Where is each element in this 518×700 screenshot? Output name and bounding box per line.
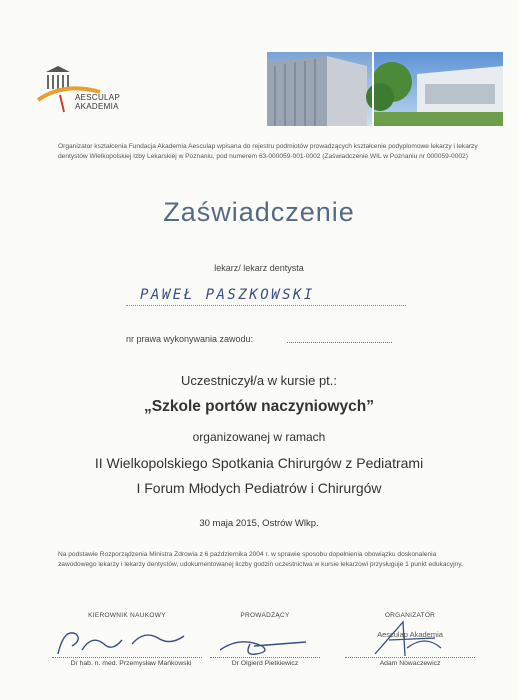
organized-label: organizowanej w ramach <box>192 430 326 444</box>
signature-line <box>52 657 202 658</box>
event-line-1: II Wielkopolskiego Spotkania Chirurgów z Pediatrami <box>94 455 424 471</box>
signature-block-organizer <box>345 612 475 667</box>
signature-role: KIEROWNIK NAUKOWY <box>88 612 166 619</box>
signature-name: Adam Nowaczewicz <box>379 660 441 667</box>
logo-sub: AKADEMIA <box>75 102 119 111</box>
signature-name: Dr hab. n. med. Przemysław Mańkowski <box>70 660 192 667</box>
signature-block-lecturer <box>210 612 320 667</box>
date-place: 30 maja 2015, Ostrów Wlkp. <box>199 518 319 529</box>
license-label: nr prawa wykonywania zawodu: <box>126 334 254 344</box>
organizer-note: Organizator kształcenia Fundacja Akademia Aesculap wpisana do rejestru podmiotów prowadzących kształcenie podyplomowe lekarzy i lekarzy dentystów Wielkopolskiej Izby Lekarskiej w Poznaniu, pod numerem 63-000059-001-0002 (Zaświadczenie WIL w Poznaniu nr 000059-0002) <box>58 143 478 160</box>
logo-name: AESCULAP <box>75 93 121 102</box>
course-title: „Szkole portów naczyniowych” <box>144 398 374 415</box>
participant-name: PAWEŁ PASZKOWSKI <box>140 287 315 303</box>
signature-block-scientific <box>52 612 202 667</box>
signature-scribble <box>52 624 202 658</box>
signature-scribble <box>210 624 320 658</box>
license-dots <box>287 342 392 343</box>
event-line-2: I Forum Młodych Pediatrów i Chirurgów <box>136 480 382 496</box>
signature-scribble <box>345 618 475 658</box>
signature-role: ORGANIZATOR <box>384 612 436 619</box>
organizer-stamp: Aesculap Akademia <box>377 630 443 639</box>
profession-label: lekarz/ lekarz dentysta <box>214 263 304 273</box>
signature-line <box>345 657 475 658</box>
building-photos <box>267 52 503 126</box>
signature-line <box>210 657 320 658</box>
certificate-title: Zaświadczenie <box>163 197 355 227</box>
participated-label: Uczestniczył/a w kursie pt.: <box>180 373 338 388</box>
legal-note: Na podstawie Rozporządzenia Ministra Zdrowia z 6 października 2004 r. w sprawie sposobu dopełnienia obowiązku doskonalenia zawodowego lekarzy i lekarzy dentystów, udokumentowanej liczby godzin uczestnictwa w kursie lekarzowi przysługuje 1 punkt edukacyjny. <box>58 551 463 568</box>
signature-name: Dr Olgierd Pietkiewicz <box>231 660 299 667</box>
name-underline <box>126 305 406 306</box>
signature-role: PROWADZĄCY <box>240 612 290 619</box>
